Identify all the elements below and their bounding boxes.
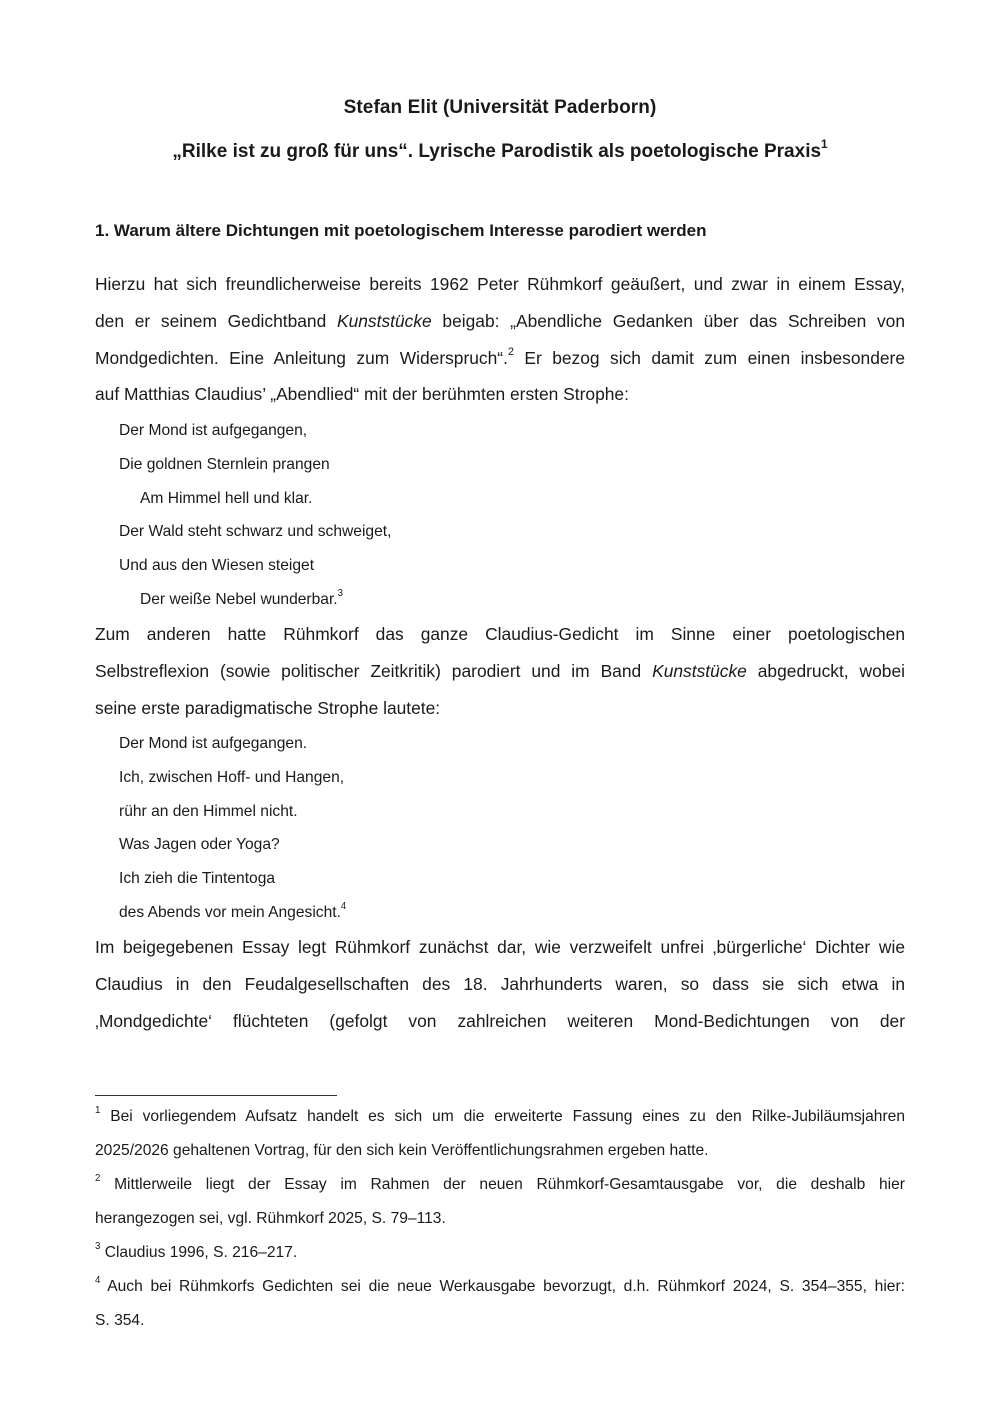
p3-line2: Claudius in den Feudalgesellschaften des 18. Jahrhunderts waren, so dass sie sich etwa in bbox=[95, 973, 905, 994]
verse-line: Ich, zwischen Hoff- und Hangen, bbox=[119, 768, 345, 786]
p1-line2 bbox=[95, 311, 905, 331]
paragraph-line bbox=[95, 308, 905, 345]
footnote-number: 4 bbox=[95, 1275, 101, 1287]
footnote-text: Claudius 1996, S. 216–217. bbox=[100, 1244, 298, 1261]
paragraph-1 bbox=[95, 271, 905, 418]
book-title-kunststuecke: Kunststücke bbox=[652, 660, 747, 681]
footnote-1 bbox=[95, 1106, 905, 1174]
book-title-kunststuecke: Kunststücke bbox=[336, 310, 432, 331]
paragraph-line bbox=[95, 621, 905, 658]
verse-line: Was Jagen oder Yoga? bbox=[119, 836, 280, 854]
verse-line: Der Wald steht schwarz und schweiget, bbox=[119, 523, 392, 541]
footnote-line bbox=[95, 1106, 905, 1140]
p1-line3 bbox=[95, 348, 905, 368]
footnote-2 bbox=[95, 1174, 905, 1242]
footnote-2-line1 bbox=[95, 1173, 905, 1193]
section-heading: 1. Warum ältere Dichtungen mit poetologischem Interesse parodiert werden bbox=[95, 221, 707, 240]
footnote-ref-4[interactable]: 4 bbox=[340, 901, 347, 913]
verse-line: Und aus den Wiesen steiget bbox=[119, 557, 315, 575]
p1-line1: Hierzu hat sich freundlicherweise bereits 1962 Peter Rühmkorf geäußert, und zwar in einem Essay, bbox=[95, 274, 905, 294]
verse-line: Ich zieh die Tintentoga bbox=[119, 870, 276, 888]
paragraph-2 bbox=[95, 621, 905, 731]
footnote-1-line1 bbox=[95, 1105, 905, 1125]
verse-line bbox=[119, 589, 391, 623]
footnote-ref-1[interactable]: 1 bbox=[821, 137, 828, 151]
verse-line-text: Der weiße Nebel wunderbar. bbox=[140, 590, 338, 608]
footnote-3 bbox=[95, 1242, 905, 1276]
p2-line2-rest: abgedruckt, wobei bbox=[746, 660, 905, 681]
footnote-line: S. 354. bbox=[95, 1312, 145, 1329]
paragraph-3 bbox=[95, 934, 905, 1044]
p1-line2-rest: beigab: „Abendliche Gedanken über das Schreiben von bbox=[431, 310, 905, 331]
p2-line2-text: Selbstreflexion (sowie politischer Zeitkritik) parodiert und im Band bbox=[95, 660, 653, 681]
footnote-text: Bei vorliegendem Aufsatz handelt es sich um die erweiterte Fassung eines zu den Rilke-Jubiläumsjahren bbox=[100, 1108, 905, 1125]
footnote-ref-2[interactable]: 2 bbox=[507, 346, 514, 359]
author-line: Stefan Elit (Universität Paderborn) bbox=[343, 97, 657, 118]
footnote-text: Mittlerweile liegt der Essay im Rahmen der neuen Rühmkorf-Gesamtausgabe vor, die deshalb hier bbox=[100, 1176, 905, 1193]
verse-line: Der Mond ist aufgegangen, bbox=[119, 422, 308, 439]
p3-line1: Im beigegebenen Essay legt Rühmkorf zunächst dar, wie verzweifelt unfrei ‚bürgerliche‘ Dichter wie bbox=[95, 937, 905, 957]
p1-line2-text: den er seinem Gedichtband bbox=[95, 310, 337, 331]
verse-line: Der Mond ist aufgegangen. bbox=[119, 735, 308, 752]
footnote-line bbox=[95, 1174, 905, 1208]
paragraph-line bbox=[95, 271, 905, 308]
p1-line3-rest: Er bezog sich damit zum einen insbesondere bbox=[513, 347, 905, 368]
p3-line3: ‚Mondgedichte‘ flüchteten (gefolgt von zahlreichen weiteren Mond-Bedichtungen von der bbox=[95, 1010, 905, 1031]
paragraph-line: seine erste paradigmatische Strophe lautete: bbox=[95, 697, 441, 718]
paragraph-line bbox=[95, 345, 905, 382]
footnote-line bbox=[95, 1276, 905, 1310]
p2-line2 bbox=[95, 661, 905, 681]
verse-line: Am Himmel hell und klar. bbox=[140, 489, 313, 507]
paragraph-line bbox=[95, 658, 905, 695]
paragraph-line: auf Matthias Claudius’ „Abendlied“ mit der berühmten ersten Strophe: bbox=[95, 384, 629, 405]
title-text: „Rilke ist zu groß für uns“. Lyrische Parodistik als poetologische Praxis bbox=[172, 141, 822, 162]
paragraph-line bbox=[95, 1008, 905, 1045]
footnote-text: Auch bei Rühmkorfs Gedichten sei die neue Werkausgabe bevorzugt, d.h. Rühmkorf 2024, S. 354–355, hier: bbox=[100, 1278, 905, 1295]
p2-line1: Zum anderen hatte Rühmkorf das ganze Claudius-Gedicht im Sinne einer poetologischen bbox=[95, 624, 905, 644]
footnote-line: 2025/2026 gehaltenen Vortrag, für den sich kein Veröffentlichungsrahmen ergeben hatte. bbox=[95, 1142, 709, 1159]
verse-line: rühr an den Himmel nicht. bbox=[119, 802, 298, 820]
footnote-number: 3 bbox=[95, 1241, 101, 1253]
verse-quote-claudius bbox=[119, 420, 391, 623]
verse-line bbox=[119, 902, 346, 936]
footnote-4 bbox=[95, 1276, 905, 1344]
footnote-4-line1 bbox=[95, 1275, 905, 1295]
paragraph-line bbox=[95, 934, 905, 971]
paper-title bbox=[0, 137, 1000, 163]
footnote-number: 2 bbox=[95, 1173, 101, 1185]
verse-quote-ruehmkorf bbox=[119, 733, 346, 936]
footnote-separator bbox=[95, 1095, 337, 1096]
footnote-number: 1 bbox=[95, 1105, 101, 1117]
footnote-ref-3[interactable]: 3 bbox=[337, 588, 343, 600]
verse-line-text: des Abends vor mein Angesicht. bbox=[119, 903, 341, 921]
footnote-line: herangezogen sei, vgl. Rühmkorf 2025, S. 79–113. bbox=[95, 1210, 446, 1227]
verse-line: Die goldnen Sternlein prangen bbox=[119, 455, 330, 473]
p1-line3-text: Mondgedichten. Eine Anleitung zum Widerspruch“. bbox=[95, 347, 508, 368]
footnote-line bbox=[95, 1242, 905, 1276]
paragraph-line bbox=[95, 971, 905, 1008]
